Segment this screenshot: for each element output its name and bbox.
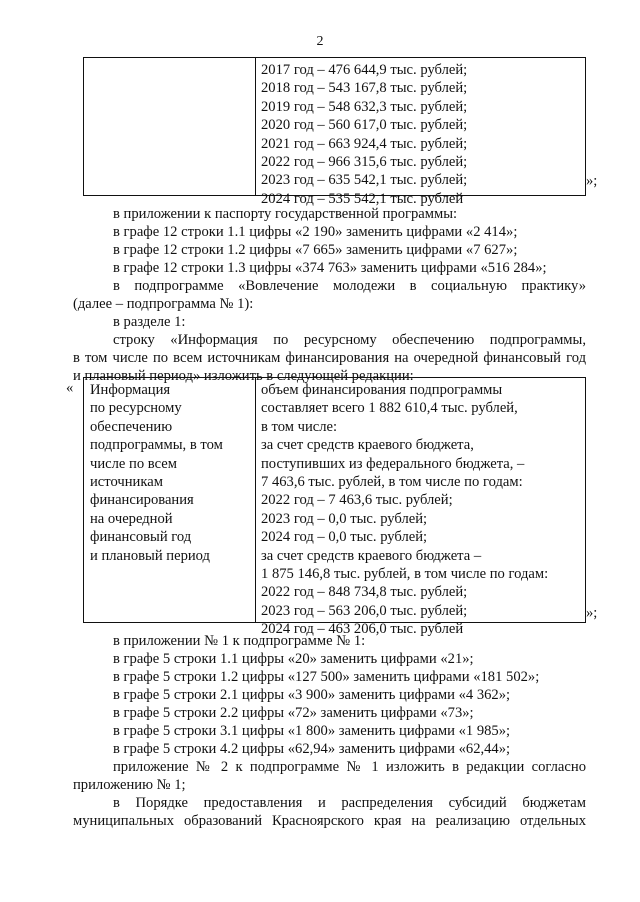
table2-left-line: обеспечению [90,418,173,435]
para-row-line3: и плановый период» изложить в следующей редакции: [73,368,414,384]
para-row-line1: строку «Информация по ресурсному обеспечению подпрограммы, [113,332,586,348]
table2-right-line: 2024 год – 0,0 тыс. рублей; [261,529,428,546]
table1-line: 2022 год – 966 315,6 тыс. рублей; [261,153,468,170]
table2-right-cell [256,378,585,638]
table2-right-line: 2023 год – 0,0 тыс. рублей; [261,510,428,527]
table2-left-line: и плановый период [90,547,210,564]
para-graph5-row31: в графе 5 строки 3.1 цифры «1 800» заменить цифрами «1 985»; [113,723,511,739]
para-graph12-row12: в графе 12 строки 1.2 цифры «7 665» заменить цифрами «7 627»; [113,242,518,258]
para-appendix-passport: в приложении к паспорту государственной программы: [113,206,458,222]
table2-closing-quote: »; [586,605,598,621]
para-graph5-row42: в графе 5 строки 4.2 цифры «62,94» заменить цифрами «62,44»; [113,741,511,757]
para-graph12-row11: в графе 12 строки 1.1 цифры «2 190» заменить цифрами «2 414»; [113,224,518,240]
table1-line: 2018 год – 543 167,8 тыс. рублей; [261,80,468,97]
para-appendix2-line2: приложению № 1; [73,777,186,793]
table1-line: 2024 год – 535 542,1 тыс. рублей [261,190,464,207]
para-graph5-row12: в графе 5 строки 1.2 цифры «127 500» заменить цифрами «181 502»; [113,669,540,685]
table1-line: 2021 год – 663 924,4 тыс. рублей; [261,135,468,152]
table2-right-line: за счет средств краевого бюджета – [261,547,482,564]
para-graph5-row22: в графе 5 строки 2.2 цифры «72» заменить цифрами «73»; [113,705,474,721]
table2-right-line: 7 463,6 тыс. рублей, в том числе по годам: [261,473,523,490]
para-section1: в разделе 1: [113,314,186,330]
funding-table-continued [83,57,586,207]
table2-opening-quote: « [66,380,74,396]
table1-closing-quote: »; [586,173,598,189]
table2-left-line: Информация [90,382,171,398]
table2-right-line: 2022 год – 848 734,8 тыс. рублей; [261,584,468,601]
table2-left-line: финансовый год [90,529,192,546]
para-subprogram-line2: (далее – подпрограмма № 1): [73,296,254,312]
table2-right-line: 2024 год – 463 206,0 тыс. рублей [261,621,464,638]
table2-right-line: за счет средств краевого бюджета, [261,437,474,454]
para-subprogram-line1: в подпрограмме «Вовлечение молодежи в социальную практику» [113,278,586,294]
para-row-line2: в том числе по всем источникам финансирования на очередной финансовый год [73,350,586,366]
table2-left-line: подпрограммы, в том [90,437,223,454]
resource-info-table [83,377,586,638]
table1-line: 2020 год – 560 617,0 тыс. рублей; [261,117,468,134]
table2-right-line: 1 875 146,8 тыс. рублей, в том числе по годам: [261,565,549,582]
para-appendix2-line1: приложение № 2 к подпрограмме № 1 изложить в редакции согласно [113,759,586,775]
para-graph5-row21: в графе 5 строки 2.1 цифры «3 900» заменить цифрами «4 362»; [113,687,511,703]
table2-right-line: составляет всего 1 882 610,4 тыс. рублей, [261,400,518,417]
table2-right-line: в том числе: [261,418,338,435]
table2-left-line: источникам [90,473,163,490]
table2-left-line: числе по всем [90,455,177,472]
table1-line: 2017 год – 476 644,9 тыс. рублей; [261,62,468,78]
table2-left-line: на очередной [90,510,173,527]
para-order-line2: муниципальных образований Красноярского края на реализацию отдельных [73,813,586,829]
para-appendix1-subprogram: в приложении № 1 к подпрограмме № 1: [113,633,366,649]
table1-left-cell [84,58,256,195]
table2-right-line: 2022 год – 7 463,6 тыс. рублей; [261,492,453,509]
table1-right-cell [256,58,585,207]
table2-left-line: финансирования [90,492,194,509]
table2-right-line: поступивших из федерального бюджета, – [261,455,525,472]
page-number: 2 [316,34,324,49]
table2-left-cell [84,378,256,622]
table2-left-line: по ресурсному [90,400,182,417]
para-graph5-row11: в графе 5 строки 1.1 цифры «20» заменить цифрами «21»; [113,651,474,667]
table1-line: 2019 год – 548 632,3 тыс. рублей; [261,98,468,115]
para-graph12-row13: в графе 12 строки 1.3 цифры «374 763» заменить цифрами «516 284»; [113,260,547,276]
table2-right-line: 2023 год – 563 206,0 тыс. рублей; [261,602,468,619]
para-order-line1: в Порядке предоставления и распределения субсидий бюджетам [113,795,586,811]
table2-right-line: объем финансирования подпрограммы [261,382,503,398]
table1-line: 2023 год – 635 542,1 тыс. рублей; [261,172,468,189]
